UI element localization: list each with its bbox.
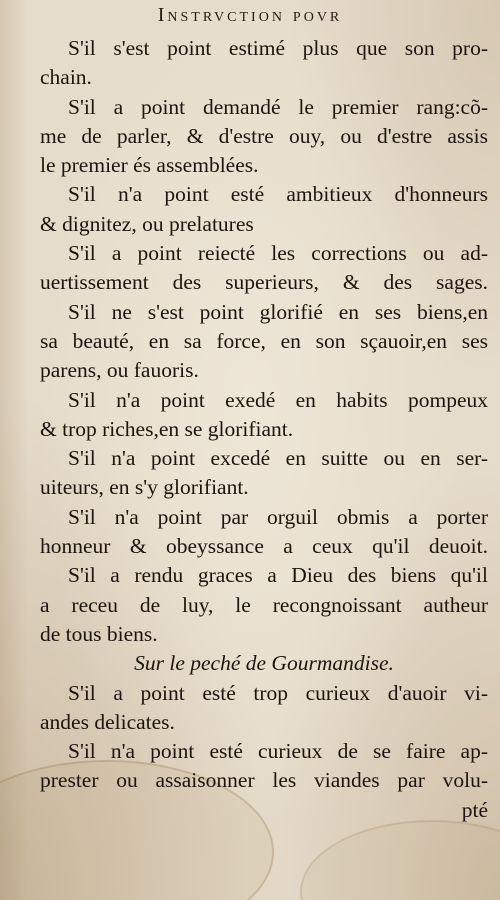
- text-line: sa beauté, en sa force, en son sçauoir,en ses: [40, 328, 488, 353]
- text-line: uiteurs, en s'y glorifiant.: [40, 475, 249, 500]
- text-line: S'il s'est point estimé plus que son pro-: [68, 36, 488, 60]
- text-line: de tous biens.: [40, 621, 158, 646]
- text-line: me de parler, & d'estre ouy, ou d'estre assis: [40, 123, 488, 148]
- text-line: S'il a point reiecté les corrections ou ad-: [68, 241, 488, 266]
- text-line: S'il n'a point excedé en suitte ou en ser-: [68, 446, 488, 471]
- text-line: S'il n'a point par orguil obmis a porter: [68, 504, 488, 529]
- text-line: S'il a rendu graces a Dieu des biens qu'il: [68, 563, 488, 588]
- running-header: Instrvction povr: [157, 4, 343, 26]
- text-line: parens, ou fauoris.: [40, 358, 199, 383]
- text-line: S'il ne s'est point glorifié en ses biens,en: [68, 299, 488, 324]
- text-line: uertissement des superieurs, & des sages.: [40, 270, 488, 295]
- text-line: chain.: [40, 65, 92, 90]
- text-line: S'il n'a point esté curieux de se faire ap-: [68, 739, 488, 764]
- text-line: & trop riches,en se glorifiant.: [40, 416, 294, 441]
- text-line: andes delicates.: [40, 709, 175, 734]
- text-line: S'il n'a point exedé en habits pompeux: [68, 387, 488, 412]
- section-heading: Sur le peché de Gourmandise.: [134, 651, 394, 676]
- catchword: pté: [461, 797, 488, 822]
- text-line: & dignitez, ou prelatures: [40, 211, 254, 236]
- text-line: le premier és assemblées.: [40, 153, 259, 178]
- text-line: honneur & obeyssance a ceux qu'il deuoit.: [40, 534, 488, 559]
- text-line: S'il n'a point esté ambitieux d'honneurs: [68, 182, 488, 207]
- body-text: [40, 34, 488, 825]
- text-line: prester ou assaisonner les viandes par volu-: [40, 768, 488, 793]
- text-line: S'il a point esté trop curieux d'auoir vi-: [68, 680, 488, 705]
- text-line: a receu de luy, le recongnoissant autheur: [40, 592, 488, 617]
- text-line: S'il a point demandé le premier rang:cõ-: [68, 94, 488, 119]
- water-stain: [300, 820, 500, 900]
